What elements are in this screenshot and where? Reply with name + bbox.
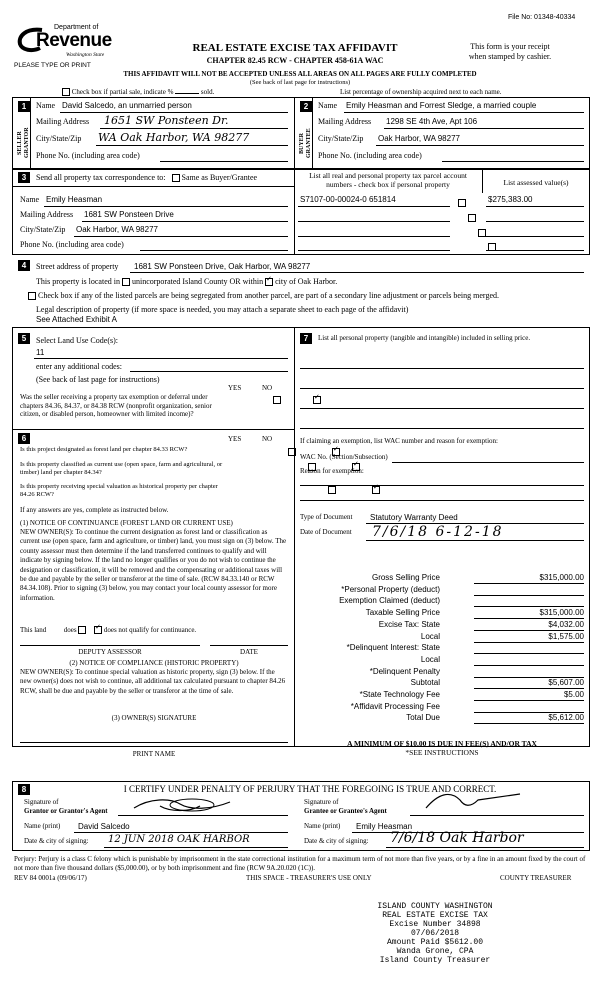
wac-number-label: WAC No. (Section/Subsection) [300, 453, 388, 461]
receipt-note-1: This form is your receipt [470, 42, 550, 51]
treasurer-use-only: THIS SPACE - TREASURER'S USE ONLY [246, 874, 372, 882]
treasurer-stamp [350, 902, 520, 965]
county-treasurer: COUNTY TREASURER [500, 874, 572, 882]
s6-no-header: NO [262, 435, 273, 443]
grantor-date-label: Date & city of signing: [24, 837, 89, 845]
grantor-name-label: Name (print) [24, 822, 61, 830]
segregated-line: Check box if any of the listed parcels are being segregated from another parcel, are part of a secondary line adjustment or parcels being merged. [28, 291, 499, 300]
section-2-number: 2 [300, 101, 312, 112]
s5-yes-checkbox[interactable] [273, 396, 281, 404]
parcels-header: List all real and personal property tax parcel account numbers - check box if personal property [309, 171, 467, 189]
seller-mailing-value[interactable]: 1651 SW Ponsteen Dr. [104, 114, 229, 127]
personal-property-label: List all personal property (tangible and intangible) included in selling price. [318, 334, 531, 342]
please-type: PLEASE TYPE OR PRINT [14, 62, 91, 69]
stamp-line-7: Island County Treasurer [379, 956, 491, 965]
corr-city-label: City/State/Zip [20, 225, 66, 234]
print-name-label: PRINT NAME [132, 750, 176, 758]
historic-question: Is this property receiving special valuation as historical property per chapter 84.26 RCW? [20, 483, 218, 498]
grantee-sig-label-1: Signature of [304, 798, 339, 806]
exemption-claim-label: If claiming an exemption, list WAC number and reason for exemption: [300, 437, 498, 445]
street-label: Street address of property [36, 262, 119, 271]
revenue-logo [14, 22, 124, 62]
segregated-checkbox[interactable] [28, 292, 36, 300]
section-8-number: 8 [18, 784, 30, 795]
historic-no-checkbox[interactable] [372, 486, 380, 494]
instructions-note: (See back of last page for instructions) [249, 79, 351, 86]
parcel-1-personal-checkbox[interactable] [458, 199, 466, 207]
corr-phone-label: Phone No. (including area code) [20, 240, 124, 249]
doc-date-label: Date of Document [300, 528, 352, 536]
exemption-question: Was the seller receiving a property tax exemption or deferral under chapters 84.36, 84.37, or 84.38 RCW (nonprofit organization, senior citizen, or disabled person, homeowner with limited income)? [20, 393, 212, 418]
stamp-line-4: 07/06/2018 [410, 929, 459, 938]
grantee-sig-label-2: Grantee or Grantee's Agent [304, 807, 387, 815]
corr-name-label: Name [20, 195, 40, 204]
rev-number: REV 84 0001a (09/06/17) [14, 874, 87, 882]
corr-name-value[interactable]: Emily Heasman [46, 195, 103, 204]
stamp-line-5: Amount Paid $5612.00 [386, 938, 483, 947]
certification-text: I CERTIFY UNDER PENALTY OF PERJURY THAT THE FOREGOING IS TRUE AND CORRECT. [123, 784, 497, 794]
location-line: This property is located in unincorporated Island County OR within ✓ city of Oak Harbor. [36, 277, 337, 286]
perjury-notice: Perjury: Perjury is a class C felony which is punishable by imprisonment in the state correctional institution for a maximum term of not more than five years, or by a fine in an amount fixed by the court of not more than five thousand dollars ($5,000.00), or by both imprisonment and fine (RCW 9A.20.020 (1C)). [14, 855, 586, 872]
seller-phone-label: Phone No. (including area code) [36, 151, 140, 160]
forest-question: Is this project designated as forest land per chapter 84.33 RCW? [20, 446, 188, 453]
assessed-header: List assessed value(s) [503, 178, 569, 187]
notice-compliance-body: NEW OWNER(S): To continue special valuation as historic property, sign (3) below. If the new owner(s) does not wish to continue, all additional tax calculated pursuant to chapter 84.26 RCW, shall be due and payable by the seller or transferor at the time of sale. [20, 668, 286, 695]
land-use-label: Select Land Use Code(s): [36, 336, 118, 345]
exemption-reason-label: Reason for exemption: [300, 467, 364, 475]
tax-row-label: *Delinquent Penalty [369, 667, 440, 676]
stamp-line-1: ISLAND COUNTY WASHINGTON [377, 902, 493, 911]
grantor-name-value[interactable]: David Salcedo [78, 822, 130, 831]
tax-row-label: *Delinquent Interest: State [346, 643, 440, 652]
buyer-city-label: City/State/Zip [318, 134, 364, 143]
corr-city-value[interactable]: Oak Harbor, WA 98277 [76, 225, 158, 234]
deputy-assessor-label: DEPUTY ASSESSOR [78, 648, 142, 656]
tax-row-label: *State Technology Fee [359, 690, 440, 699]
buyer-mailing-value[interactable]: 1298 SE 4th Ave, Apt 106 [386, 117, 478, 126]
section-6-number: 6 [18, 433, 30, 444]
tax-row-value[interactable]: $1,575.00 [548, 632, 584, 641]
historic-yes-checkbox[interactable] [328, 486, 336, 494]
current-use-question: Is this property classified as current use (open space, farm and agricultural, or timber) land per chapter 84.34? [20, 461, 223, 476]
form-title: REAL ESTATE EXCISE TAX AFFIDAVIT [192, 42, 398, 54]
section-1-number: 1 [18, 101, 30, 112]
legal-description-label: Legal description of property (if more space is needed, you may attach a separate sheet to each page of the affidavit) [36, 305, 409, 314]
ownership-note: List percentage of ownership acquired next to each name. [340, 88, 502, 96]
owner-signature-label: (3) OWNER(S) SIGNATURE [111, 714, 197, 722]
parcel-2-personal-checkbox[interactable] [468, 214, 476, 222]
tax-row-label: *Personal Property (deduct) [341, 585, 440, 594]
grantee-name-label: Name (print) [304, 822, 341, 830]
s5-no-checkbox[interactable] [313, 396, 321, 404]
minimum-due-note: A MINIMUM OF $10.00 IS DUE IN FEE(S) AND/OR TAX [347, 739, 537, 748]
additional-codes-label: enter any additional codes: [36, 362, 122, 371]
logo-state: Washington State [66, 52, 105, 58]
seller-name-label: Name [36, 101, 56, 110]
partial-sale-text: Check box if partial sale, indicate % sold. [62, 88, 214, 96]
street-value[interactable]: 1681 SW Ponsteen Drive, Oak Harbor, WA 98277 [134, 262, 311, 271]
receipt-note-2: when stamped by cashier. [468, 52, 552, 61]
land-use-value[interactable]: 11 [36, 348, 45, 357]
buyer-name-label: Name [318, 101, 338, 110]
form-subtitle: CHAPTER 82.45 RCW - CHAPTER 458-61A WAC [206, 56, 384, 65]
grantor-signature-icon [130, 794, 240, 816]
stamp-line-6: Wanda Grone, CPA [396, 947, 474, 956]
tax-row-value[interactable]: $5.00 [563, 690, 584, 699]
grantor-sig-label-1: Signature of [24, 798, 59, 806]
see-instructions-note: *SEE INSTRUCTIONS [405, 748, 479, 757]
tax-row-label: Gross Selling Price [371, 573, 440, 582]
tax-row-label: Local [420, 655, 440, 664]
grantor-sig-label-2: Grantor or Grantor's Agent [24, 807, 108, 815]
continuance-line: This land does ✓ does not qualify for continuance. [20, 626, 196, 634]
stamp-line-2: REAL ESTATE EXCISE TAX [382, 911, 488, 920]
seller-name-value[interactable]: David Salcedo, an unmarried person [62, 101, 192, 110]
tax-row-value[interactable]: $5,612.00 [548, 713, 584, 722]
seller-city-label: City/State/Zip [36, 134, 82, 143]
city-checkbox[interactable] [265, 278, 273, 286]
seller-grantor-label: SELLER GRANTOR [17, 127, 30, 159]
tax-row-label: Local [420, 632, 440, 641]
buyer-city-value[interactable]: Oak Harbor, WA 98277 [378, 134, 460, 143]
see-back-note: (See back of last page for instructions) [36, 375, 160, 384]
tax-row-label: *Affidavit Processing Fee [350, 702, 440, 711]
legal-description-value[interactable]: See Attached Exhibit A [36, 315, 117, 324]
corr-mailing-value[interactable]: 1681 SW Ponsteen Drive [84, 210, 174, 219]
grantor-date-value[interactable]: 12 JUN 2018 OAK HARBOR [108, 834, 250, 845]
same-as-buyer-checkbox[interactable] [172, 174, 180, 182]
buyer-phone-label: Phone No. (including area code) [318, 151, 422, 160]
logo-department: Department of [54, 24, 99, 31]
section-4-number: 4 [18, 260, 30, 271]
notice-continuance-title: (1) NOTICE OF CONTINUANCE (FOREST LAND OR CURRENT USE) [20, 519, 233, 527]
partial-sale-checkbox[interactable] [62, 88, 70, 96]
tax-row-label: Subtotal [410, 678, 440, 687]
grantee-name-value[interactable]: Emily Heasman [356, 822, 413, 831]
parcel-3-personal-checkbox[interactable] [478, 229, 486, 237]
section-3-number: 3 [18, 172, 30, 183]
s5-yes-header: YES [228, 384, 242, 392]
tax-row-value[interactable]: $315,000.00 [539, 608, 584, 617]
file-number: File No: 01348-40334 [508, 14, 576, 21]
doc-type-value[interactable]: Statutory Warranty Deed [370, 513, 458, 522]
seller-city-value[interactable]: WA Oak Harbor, WA 98277 [98, 131, 250, 144]
tax-row-value[interactable]: $5,607.00 [548, 678, 584, 687]
buyer-grantee-label: BUYER GRANTEE [299, 128, 312, 158]
warning-text: THIS AFFIDAVIT WILL NOT BE ACCEPTED UNLESS ALL AREAS ON ALL PAGES ARE FULLY COMPLETED [123, 70, 477, 78]
notice-compliance-title: (2) NOTICE OF COMPLIANCE (HISTORIC PROPERTY) [69, 659, 239, 667]
doc-type-label: Type of Document [300, 513, 353, 521]
unincorporated-checkbox[interactable] [122, 278, 130, 286]
section-5-number: 5 [18, 333, 30, 344]
grantee-signature-icon [420, 786, 540, 814]
assessor-date-label: DATE [240, 648, 258, 656]
buyer-name-value[interactable]: Emily Heasman and Forrest Sledge, a married couple [346, 101, 537, 110]
parcel-1-value[interactable]: S7107-00-00024-0 651814 [300, 195, 396, 204]
tax-row-label: Taxable Selling Price [365, 608, 440, 617]
if-any-note: If any answers are yes, complete as instructed below. [20, 506, 169, 514]
tax-row-label: Exemption Claimed (deduct) [339, 596, 440, 605]
assessed-1-value[interactable]: $275,383.00 [488, 195, 533, 204]
grantee-date-value[interactable]: 7/6/18 Oak Harbor [390, 830, 524, 846]
does-qualify-checkbox[interactable] [78, 626, 86, 634]
tax-row-label: Total Due [406, 713, 440, 722]
doc-date-value[interactable]: 7/6/18 6-12-18 [372, 524, 504, 540]
tax-row-value[interactable]: $315,000.00 [539, 573, 584, 582]
seller-mailing-label: Mailing Address [36, 117, 90, 126]
s6-yes-header: YES [228, 435, 242, 443]
stamp-line-3: Excise Number 34898 [389, 920, 481, 929]
buyer-mailing-label: Mailing Address [318, 117, 372, 126]
send-correspondence: Send all property tax correspondence to: Same as Buyer/Grantee [36, 173, 258, 182]
corr-mailing-label: Mailing Address [20, 210, 74, 219]
does-not-qualify-checkbox[interactable] [94, 626, 102, 634]
section-7-number: 7 [300, 333, 312, 344]
tax-row-value[interactable]: $4,032.00 [548, 620, 584, 629]
s5-no-header: NO [262, 384, 273, 392]
tax-row-label: Excise Tax: State [378, 620, 440, 629]
notice-continuance-body: NEW OWNER(S): To continue the current designation as forest land or classification as current use (open space, farm and agriculture, or timber) land, you must sign on (3) below. The county assessor must then determine if the land transferred continues to qualify and will indicate by signing below. If the land no longer qualifies or you do not wish to continue the designation or classification, it will be removed and the compensating or additional taxes will be due and payable by the seller or transferor at the time of sale. (RCW 84.33.140 or RCW 84.34.108). Prior to signing (3) below, you may contact your local county assessor for more information. [20, 528, 287, 602]
logo-revenue: Revenue [36, 30, 112, 51]
grantee-date-label: Date & city of signing: [304, 837, 369, 845]
forest-yes-checkbox[interactable] [288, 448, 296, 456]
